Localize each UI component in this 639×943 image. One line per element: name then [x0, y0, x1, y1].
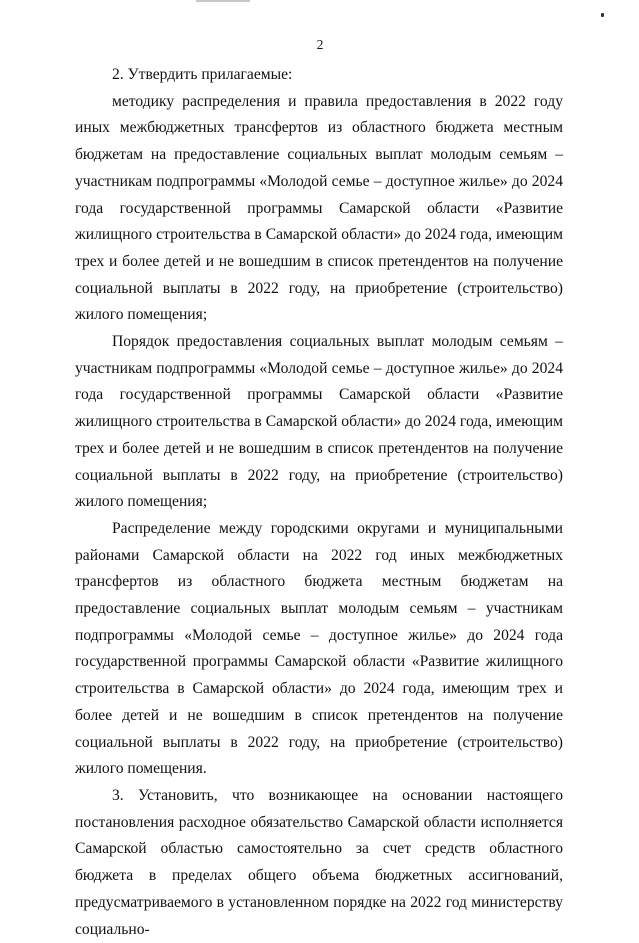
- document-body: [75, 62, 563, 943]
- paragraph-procedure: Порядок предоставления социальных выплат молодым семьям – участникам подпрограммы «Молодой семье – доступное жилье» до 2024 года государственной программы Самарской области «Развитие жилищного строительства в Самарской области» до 2024 года, имеющим трех и более детей и не вошедшим в список претендентов на получение социальной выплаты в 2022 году, на приобретение (строительство) жилого помещения;: [75, 333, 563, 511]
- paragraph-approve-heading: 2. Утвердить прилагаемые:: [112, 66, 293, 83]
- scan-edge-mark: [196, 0, 250, 2]
- scan-dot-mark: [601, 13, 604, 17]
- paragraph-obligation: 3. Установить, что возникающее на основании настоящего постановления расходное обязательство Самарской области исполняется Самарской областью самостоятельно за счет средств областного бюджета в пределах общего объема бюджетных ассигнований, предусматриваемого в установленном порядке на 2022 год министерству социально-: [75, 786, 563, 938]
- page-number: 2: [316, 37, 324, 52]
- paragraph-methodology: методику распределения и правила предоставления в 2022 году иных межбюджетных трансфертов из областного бюджета местным бюджетам на предоставление социальных выплат молодым семьям – участникам подпрограммы «Молодой семье – доступное жилье» до 2024 года государственной программы Самарской области «Развитие жилищного строительства в Самарской области» до 2024 года, имеющим трех и более детей и не вошедшим в список претендентов на получение социальной выплаты в 2022 году, на приобретение (строительство) жилого помещения;: [75, 92, 563, 324]
- paragraph-distribution: Распределение между городскими округами и муниципальными районами Самарской области на 2022 год иных межбюджетных трансфертов из областного бюджета местным бюджетам на предоставление социальных выплат молодым семьям – участникам подпрограммы «Молодой семье – доступное жилье» до 2024 года государственной программы Самарской области «Развитие жилищного строительства в Самарской области» до 2024 года, имеющим трех и более детей и не вошедшим в список претендентов на получение социальной выплаты в 2022 году, на приобретение (строительство) жилого помещения.: [75, 519, 563, 778]
